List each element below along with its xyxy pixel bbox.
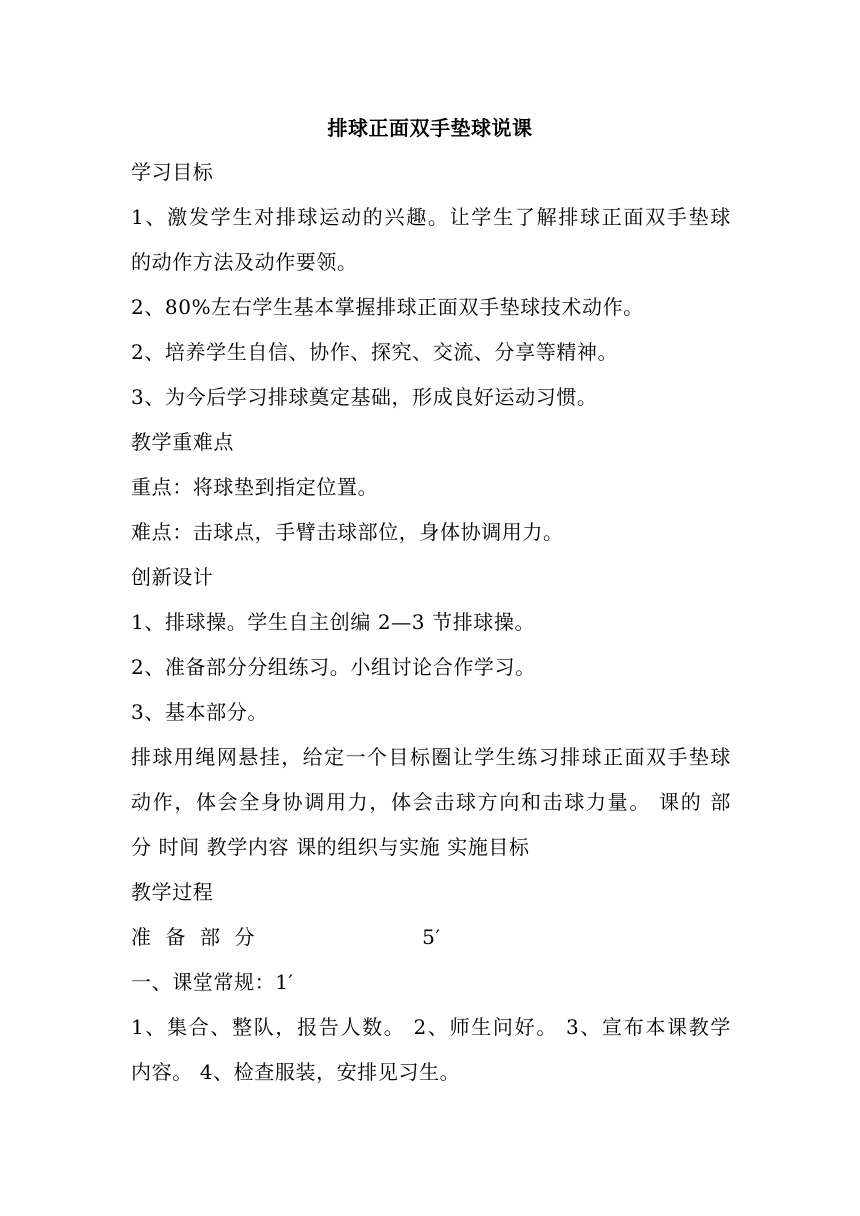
paragraph-line: 1、排球操。学生自主创编 2—3 节排球操。: [131, 610, 536, 634]
paragraph-line: 重点：将球垫到指定位置。: [131, 475, 379, 499]
heading-key-difficulties: 教学重难点: [131, 430, 234, 454]
paragraph-line: 难点：击球点，手臂击球部位，身体协调用力。: [131, 520, 564, 544]
paragraph-line: 2、培养学生自信、协作、探究、交流、分享等精神。: [131, 340, 619, 364]
paragraph-line: 1、激发学生对排球运动的兴趣。让学生了解排球正面双手垫球: [131, 205, 731, 229]
section-preparation: 准 备 部 分 5′: [131, 925, 441, 949]
paragraph-line: 2、准备部分分组练习。小组讨论合作学习。: [131, 655, 536, 679]
paragraph-line: 3、为今后学习排球奠定基础，形成良好运动习惯。: [131, 385, 598, 409]
paragraph-line: 排球用绳网悬挂，给定一个目标圈让学生练习排球正面双手垫球: [131, 745, 731, 769]
heading-innovative-design: 创新设计: [131, 565, 214, 589]
paragraph-line: 1、集合、整队，报告人数。 2、师生问好。 3、宣布本课教学: [131, 1015, 731, 1039]
paragraph-line: 2、80%左右学生基本掌握排球正面双手垫球技术动作。: [131, 295, 644, 319]
paragraph-line: 动作，体会全身协调用力，体会击球方向和击球力量。 课的 部: [131, 790, 731, 814]
heading-teaching-process: 教学过程: [131, 880, 214, 904]
paragraph-line: 3、基本部分。: [131, 700, 268, 724]
heading-learning-goals: 学习目标: [131, 160, 214, 184]
paragraph-line: 分 时间 教学内容 课的组织与实施 实施目标: [131, 835, 530, 859]
paragraph-line: 一、课堂常规：1′: [131, 970, 294, 994]
paragraph-line: 的动作方法及动作要领。: [131, 250, 358, 274]
document-title: 排球正面双手垫球说课: [327, 116, 533, 140]
paragraph-line: 内容。 4、检查服装，安排见习生。: [131, 1060, 461, 1084]
